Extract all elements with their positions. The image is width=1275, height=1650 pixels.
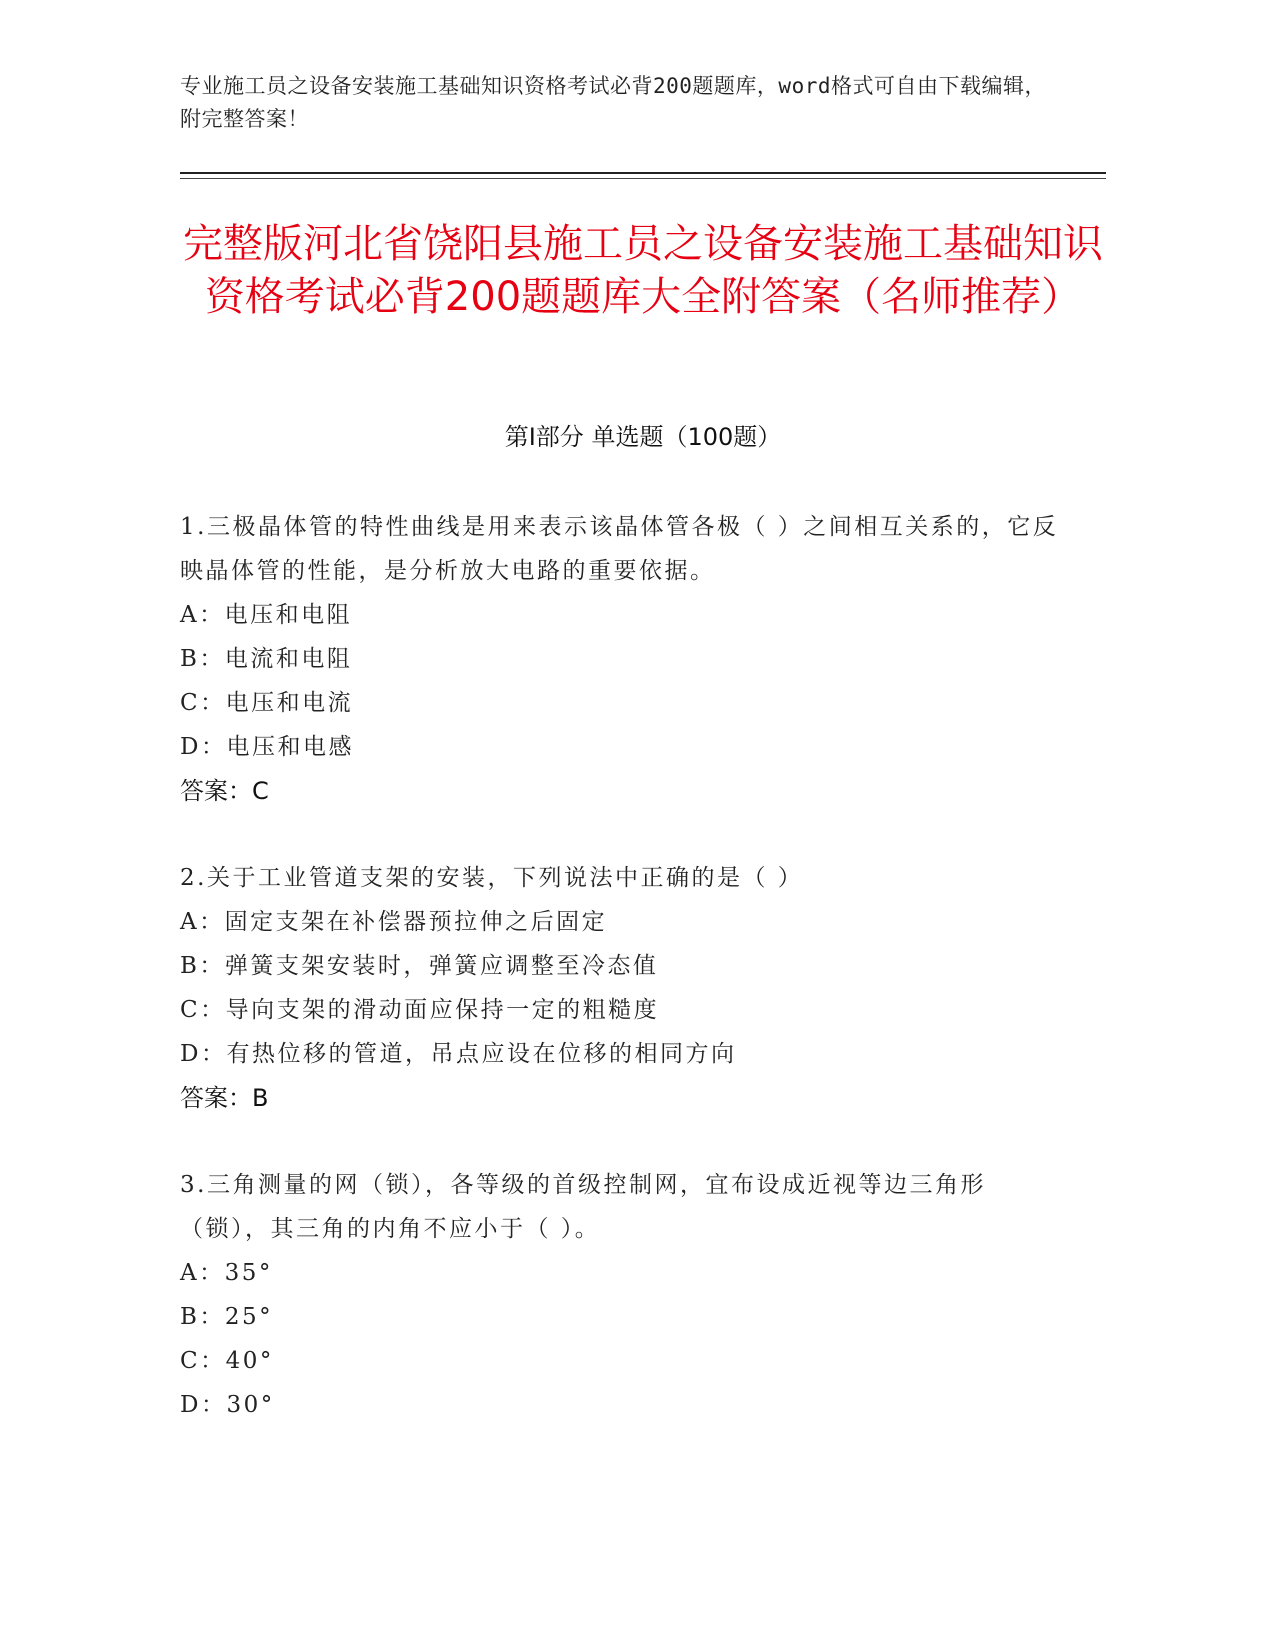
question-2 [180, 856, 1060, 1120]
answer: 答案：B [180, 1084, 269, 1112]
option-a: A：35° [180, 1260, 273, 1286]
question-stem: 2.关于工业管道支架的安装，下列说法中正确的是（ ） [180, 865, 804, 891]
header-note: 专业施工员之设备安装施工基础知识资格考试必背200题题库，word格式可自由下载编辑，附完整答案！ [180, 74, 1046, 131]
header-divider-thick [180, 172, 1106, 174]
header-divider-thin [180, 178, 1106, 179]
question-stem: 1.三极晶体管的特性曲线是用来表示该晶体管各极（ ）之间相互关系的，它反映晶体管的性能，是分析放大电路的重要依据。 [180, 514, 1059, 584]
option-a: A：固定支架在补偿器预拉伸之后固定 [180, 909, 608, 935]
answer: 答案：C [180, 777, 269, 805]
question-list [180, 505, 1060, 1470]
option-c: C：导向支架的滑动面应保持一定的粗糙度 [180, 997, 660, 1023]
option-d: D：有热位移的管道，吊点应设在位移的相同方向 [180, 1041, 737, 1067]
option-c: C：电压和电流 [180, 690, 354, 716]
option-b: B：电流和电阻 [180, 646, 353, 672]
option-a: A：电压和电阻 [180, 602, 353, 628]
option-d: D：30° [180, 1392, 275, 1418]
document-title: 完整版河北省饶阳县施工员之设备安装施工基础知识资格考试必背200题题库大全附答案（名师推荐） [183, 221, 1103, 320]
question-stem: 3.三角测量的网（锁），各等级的首级控制网，宜布设成近视等边三角形（锁），其三角的内角不应小于（ ）。 [180, 1172, 986, 1242]
option-b: B：25° [180, 1304, 274, 1330]
option-d: D：电压和电感 [180, 734, 354, 760]
section-heading: 第Ⅰ部分 单选题（100题） [504, 423, 782, 451]
question-1 [180, 505, 1060, 813]
option-b: B：弹簧支架安装时，弹簧应调整至冷态值 [180, 953, 659, 979]
question-3 [180, 1163, 1060, 1427]
option-c: C：40° [180, 1348, 274, 1374]
